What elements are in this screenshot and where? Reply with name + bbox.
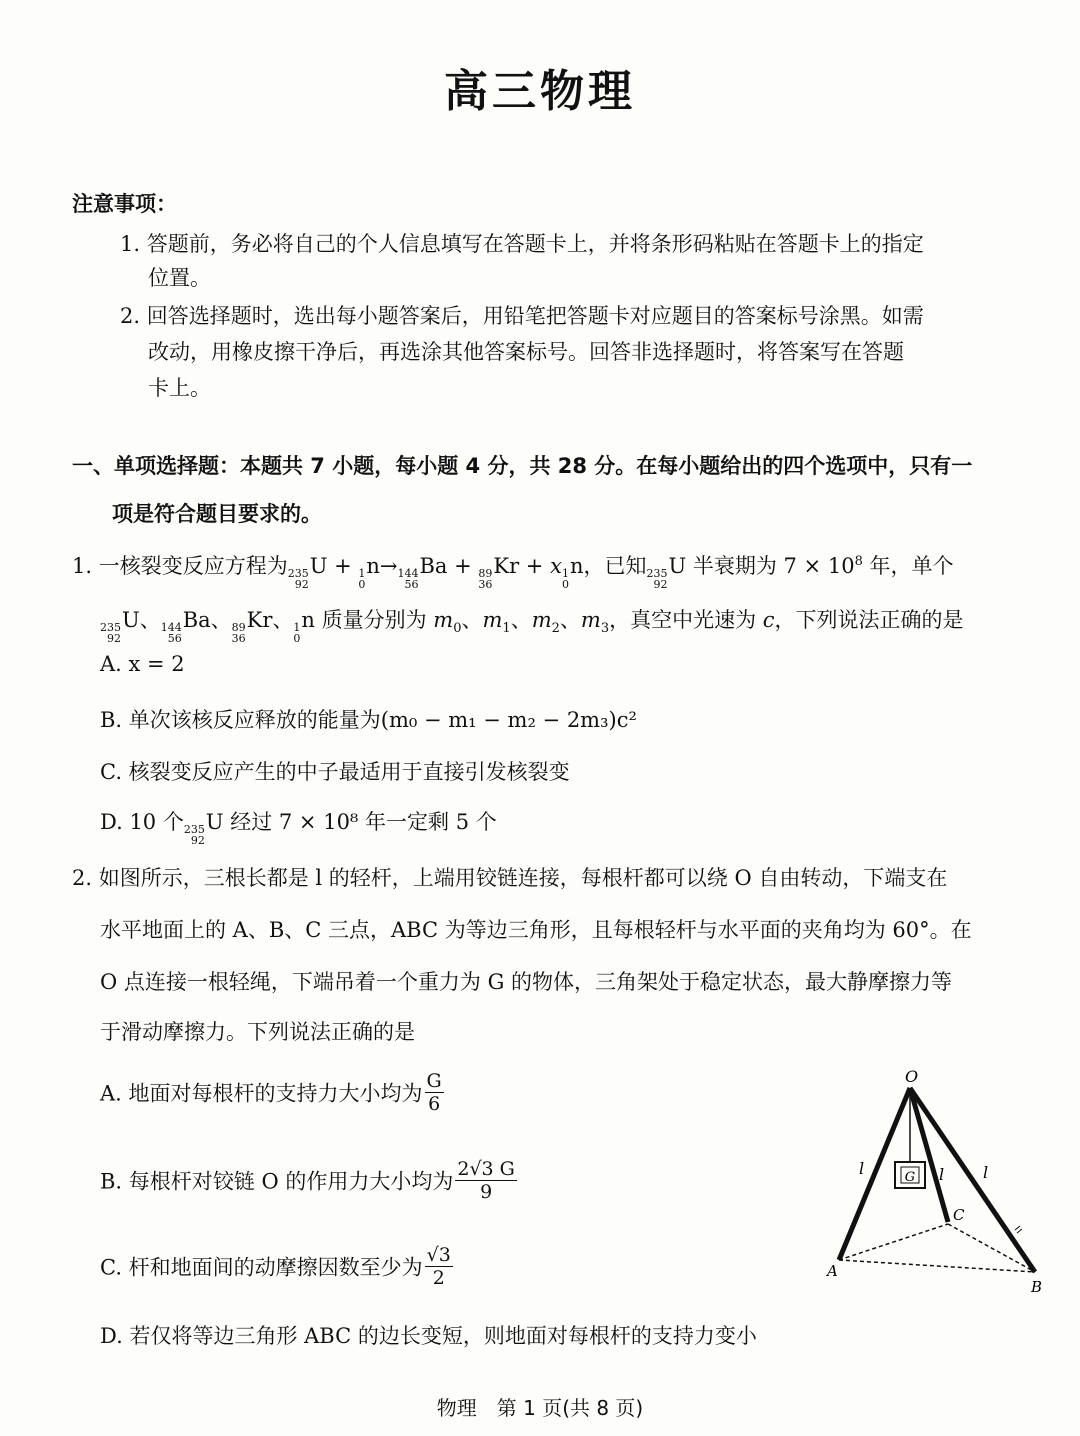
section-heading-line-2: 项是符合题目要求的。 <box>112 502 322 526</box>
q2-line-3: O 点连接一根轻绳，下端吊着一个重力为 G 的物体，三角架处于稳定状态，最大静摩擦力等 <box>100 970 953 994</box>
label-l-oa: l <box>859 1159 865 1178</box>
label-l-ob: l <box>983 1163 989 1182</box>
q1-option-a: A. x = 2 <box>100 652 185 676</box>
q2-option-b: B. 每根杆对铰链 O 的作用力大小均为 $\frac{2√3 G}{9}$ <box>100 1158 515 1203</box>
notice-item-2-line-3: 卡上。 <box>148 376 211 400</box>
q2-option-c: C. 杆和地面间的动摩擦因数至少为 $\frac{√3}{2}$ <box>100 1244 451 1289</box>
label-c: C <box>953 1206 965 1224</box>
section-heading-line-1: 一、单项选择题：本题共 7 小题，每小题 4 分，共 28 分。在每小题给出的四个选项中，只有一 <box>72 454 973 478</box>
label-g: G <box>904 1170 916 1185</box>
notice-item-2-line-2: 改动，用橡皮擦干净后，再选涂其他答案标号。回答非选择题时，将答案写在答题 <box>148 340 904 364</box>
notice-heading: 注意事项： <box>72 192 177 216</box>
q1-option-d: D. 10 个 235 92 U 经过 7 × 10⁸ 年一定剩 5 个 <box>100 810 497 847</box>
tripod-figure <box>815 1060 1055 1300</box>
q2-line-4: 于滑动摩擦力。下列说法正确的是 <box>100 1020 415 1044</box>
label-b: B <box>1031 1278 1043 1296</box>
page-footer: 物理 第 1 页(共 8 页) <box>436 1396 644 1420</box>
label-l-oc: l <box>939 1165 945 1184</box>
notice-item-1-line-1: 1. 答题前，务必将自己的个人信息填写在答题卡上，并将条形码粘贴在答题卡上的指定 <box>120 232 924 256</box>
label-o: O <box>905 1067 919 1086</box>
q2-option-a: A. 地面对每根杆的支持力大小均为 $\frac{G}{6}$ <box>100 1070 442 1115</box>
tick-mark <box>1015 1226 1020 1230</box>
notice-item-2-line-1: 2. 回答选择题时，选出每小题答案后，用铅笔把答题卡对应题目的答案标号涂黑。如需 <box>120 304 924 328</box>
q2-line-2: 水平地面上的 A、B、C 三点，ABC 为等边三角形，且每根轻杆与水平面的夹角均为 60°。在 <box>100 918 972 942</box>
notice-item-1-line-2: 位置。 <box>148 266 211 290</box>
q2-option-d: D. 若仅将等边三角形 ABC 的边长变短，则地面对每根杆的支持力变小 <box>100 1324 757 1348</box>
dashed-edge-ac <box>839 1224 948 1260</box>
tick-mark <box>1017 1229 1022 1233</box>
q1-option-b: B. 单次该核反应释放的能量为(m₀ − m₁ − m₂ − 2m₃)c² <box>100 708 637 732</box>
page-title: 高三物理 <box>444 66 636 117</box>
q2-line-1: 2. 如图所示，三根长都是 l 的轻杆，上端用铰链连接，每根杆都可以绕 O 自由转动，下端支在 <box>72 866 948 890</box>
rod-ob <box>910 1088 1035 1272</box>
q1-line-1: 1. 一核裂变反应方程为 235 92 U + 1 0 n→ 144 56 Ba + 89 36 Kr + x 1 0 n，已知 235 92 U 半衰期为 $7 \times 10^8$ 年，单个 <box>72 554 954 591</box>
label-a: A <box>827 1262 838 1280</box>
dashed-edge-cb <box>948 1224 1035 1272</box>
q1-line-2: 235 92 U、 144 56 Ba、 89 36 Kr、 1 0 n 质量分别为 $m_0$、$m_1$、$m_2$、$m_3$，真空中光速为 c，下列说法正确的是 <box>100 608 964 645</box>
dashed-edge-ab <box>839 1260 1035 1272</box>
rod-oc <box>910 1088 948 1222</box>
q1-option-c: C. 核裂变反应产生的中子最适用于直接引发核裂变 <box>100 760 570 784</box>
